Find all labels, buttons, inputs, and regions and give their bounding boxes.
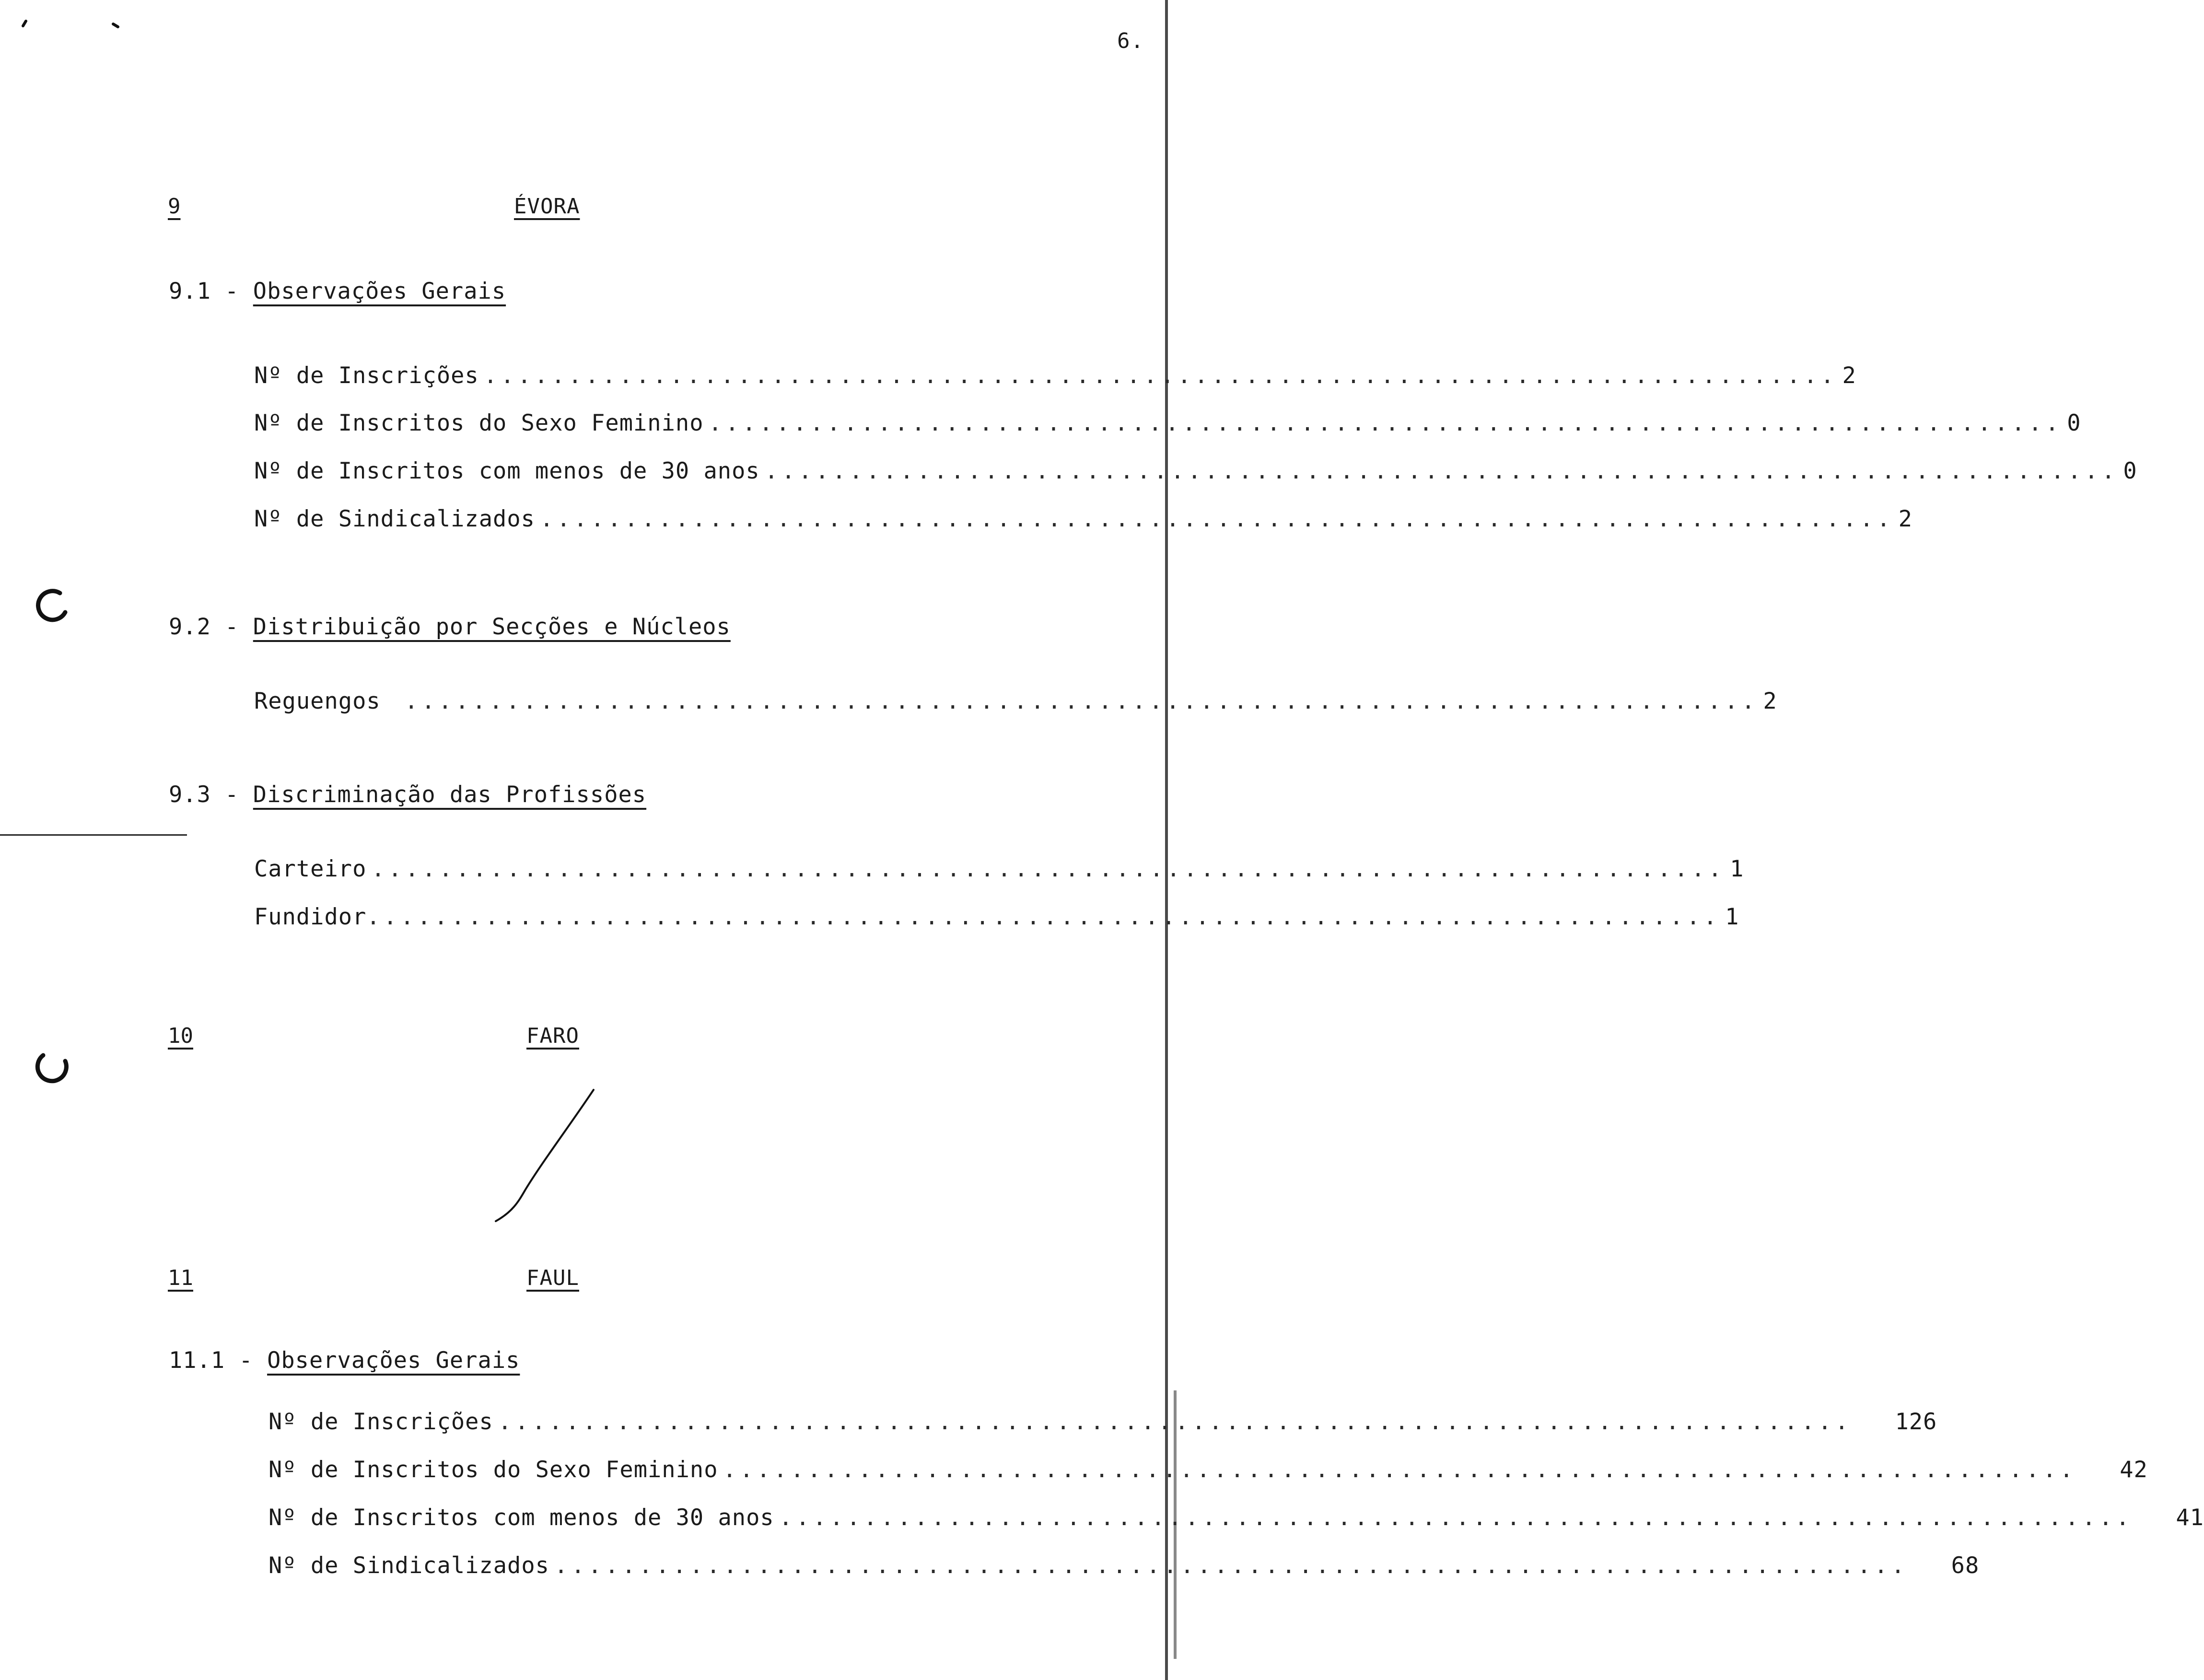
stat-row (254, 458, 2137, 484)
leader-dots: ................................................................................ (404, 688, 1759, 714)
leader-dots: ................................................................................ (371, 856, 1726, 882)
subsection-title: Discriminação das Profissões (253, 782, 647, 808)
stat-row (268, 1457, 2148, 1483)
stat-label: Nº de Inscrições (254, 362, 479, 389)
section-number: 11 (168, 1266, 193, 1290)
section-title: FARO (526, 1024, 579, 1048)
stat-label: Fundidor (254, 904, 367, 930)
stat-label: Reguengos (254, 688, 381, 714)
stat-row (254, 410, 2081, 436)
subsection-prefix: 9.1 - (169, 278, 253, 304)
stat-row (254, 688, 1777, 714)
subsection-heading (169, 278, 506, 304)
stat-value: 41 (2176, 1505, 2204, 1531)
margin-line (0, 834, 187, 836)
stat-row (254, 904, 1739, 930)
leader-dots: ................................................................................ (498, 1409, 1852, 1435)
blank-strike-mark (489, 1086, 599, 1225)
stat-row (254, 362, 1856, 389)
leader-dots: ................................................................................ (708, 410, 2063, 436)
section-number: 9 (168, 194, 181, 219)
stat-value: 0 (2123, 458, 2137, 484)
stat-label: Nº de Inscritos do Sexo Feminino (268, 1457, 718, 1483)
stat-label: Nº de Inscritos do Sexo Feminino (254, 410, 704, 436)
stat-value: 1 (1725, 904, 1739, 930)
stat-label: Nº de Sindicalizados (268, 1552, 549, 1579)
leader-dots: ................................................................................ (723, 1457, 2077, 1483)
section-number: 10 (168, 1024, 193, 1048)
stat-value: 0 (2067, 410, 2081, 436)
stat-value: 2 (1763, 688, 1777, 714)
subsection-title: Observações Gerais (267, 1347, 520, 1374)
subsection-heading (169, 1347, 520, 1374)
stat-row (268, 1409, 1937, 1435)
subsection-heading (169, 614, 731, 640)
stat-row (254, 856, 1744, 882)
stat-value: 2 (1842, 362, 1856, 389)
punch-hole-icon (34, 587, 72, 626)
leader-dots: ................................................................................ (764, 458, 2119, 484)
stat-value: 1 (1730, 856, 1744, 882)
scan-speck-icon (19, 14, 115, 34)
subsection-title: Observações Gerais (253, 278, 506, 304)
page-number: 6. (1117, 29, 1144, 53)
leader-dots: ................................................................................ (366, 904, 1721, 930)
stat-label: Nº de Inscrições (268, 1409, 493, 1435)
stat-value: 2 (1898, 506, 1912, 532)
leader-dots: ................................................................................ (779, 1505, 2133, 1531)
stat-row (268, 1552, 1980, 1579)
stat-value: 126 (1895, 1409, 1937, 1435)
section-title: ÉVORA (514, 194, 580, 219)
stat-label: Nº de Inscritos com menos de 30 anos (268, 1505, 774, 1531)
stat-label: Carteiro (254, 856, 367, 882)
stat-row (268, 1505, 2204, 1531)
subsection-title: Distribuição por Secções e Núcleos (253, 614, 731, 640)
leader-dots: ................................................................................ (554, 1552, 1908, 1579)
punch-hole-icon (34, 1048, 72, 1086)
stat-value: 68 (1951, 1552, 1980, 1579)
stat-label: Nº de Inscritos com menos de 30 anos (254, 458, 760, 484)
leader-dots: ................................................................................ (483, 362, 1838, 389)
stat-value: 42 (2120, 1457, 2148, 1483)
leader-dots: ................................................................................ (539, 506, 1894, 532)
subsection-prefix: 9.3 - (169, 782, 253, 808)
subsection-heading (169, 782, 646, 808)
stat-row (254, 506, 1912, 532)
stat-label: Nº de Sindicalizados (254, 506, 535, 532)
subsection-prefix: 9.2 - (169, 614, 253, 640)
subsection-prefix: 11.1 - (169, 1347, 268, 1374)
section-title: FAUL (526, 1266, 579, 1290)
